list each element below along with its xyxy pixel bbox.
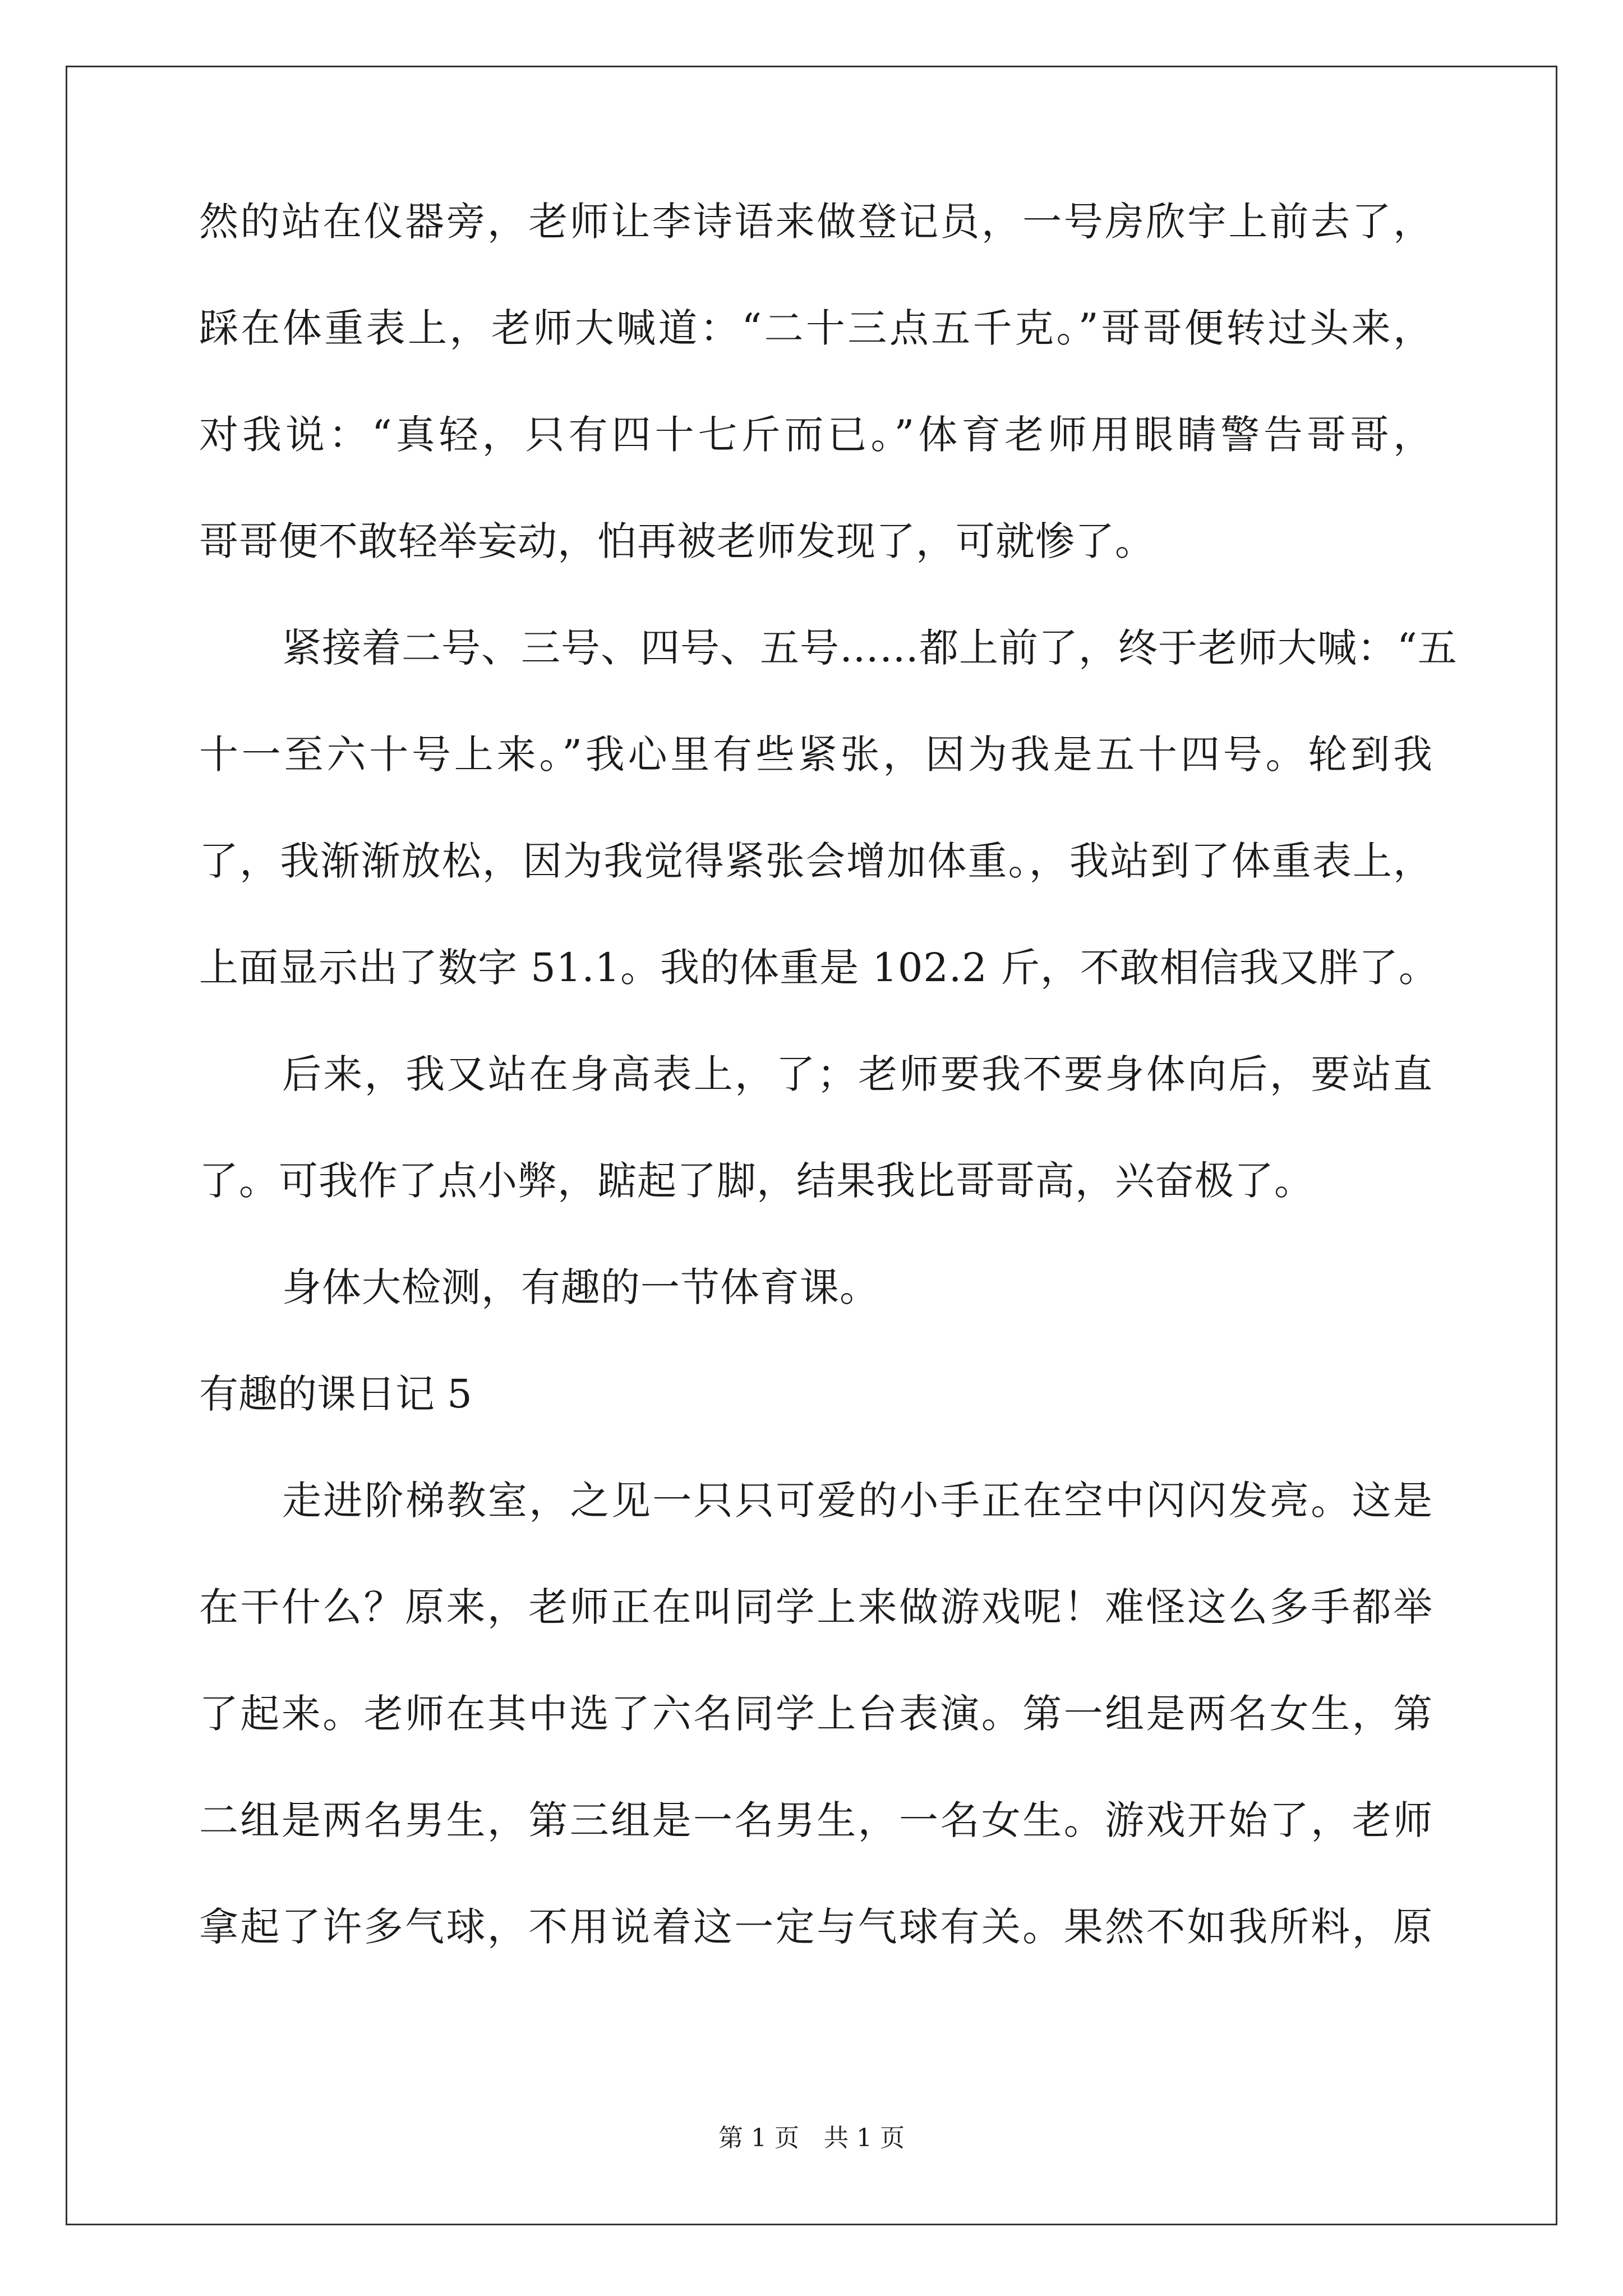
body-line: 然的站在仪器旁，老师让李诗语来做登记员，一号房欣宇上前去了，	[199, 199, 1433, 245]
body-line: 后来，我又站在身高表上，了；老师要我不要身体向后，要站直	[282, 1051, 1433, 1097]
body-line: 二组是两名男生，第三组是一名男生，一名女生。游戏开始了，老师	[199, 1797, 1433, 1843]
body-line: 身体大检测，有趣的一节体育课。	[282, 1264, 879, 1310]
body-line: 紧接着二号、三号、四号、五号……都上前了，终于老师大喊：“五	[282, 625, 1458, 671]
body-line: 了。可我作了点小弊，踮起了脚，结果我比哥哥高，兴奋极了。	[199, 1158, 1314, 1204]
body-line: 哥哥便不敢轻举妄动，怕再被老师发现了，可就惨了。	[199, 518, 1155, 564]
body-line: 在干什么？原来，老师正在叫同学上来做游戏呢！难怪这么多手都举	[199, 1584, 1433, 1630]
body-line: 踩在体重表上，老师大喊道：“二十三点五千克。”哥哥便转过头来，	[199, 305, 1433, 351]
body-line: 上面显示出了数字 51.1。我的体重是 102.2 斤，不敢相信我又胖了。	[199, 945, 1439, 991]
document-body	[199, 199, 1458, 2014]
body-line: 对我说：“真轻，只有四十七斤而已。”体育老师用眼睛警告哥哥，	[199, 412, 1433, 458]
body-line: 走进阶梯教室，之见一只只可爱的小手正在空中闪闪发亮。这是	[282, 1478, 1433, 1524]
body-line: 十一至六十号上来。”我心里有些紧张，因为我是五十四号。轮到我	[199, 731, 1433, 777]
body-line: 拿起了许多气球，不用说着这一定与气球有关。果然不如我所料，原	[199, 1904, 1433, 1950]
body-line: 了，我渐渐放松，因为我觉得紧张会增加体重。，我站到了体重表上，	[199, 838, 1433, 884]
page-footer: 第 1 页 共 1 页	[718, 2124, 905, 2152]
body-line: 了起来。老师在其中选了六名同学上台表演。第一组是两名女生，第	[199, 1691, 1433, 1737]
section-heading: 有趣的课日记 5	[199, 1371, 472, 1417]
